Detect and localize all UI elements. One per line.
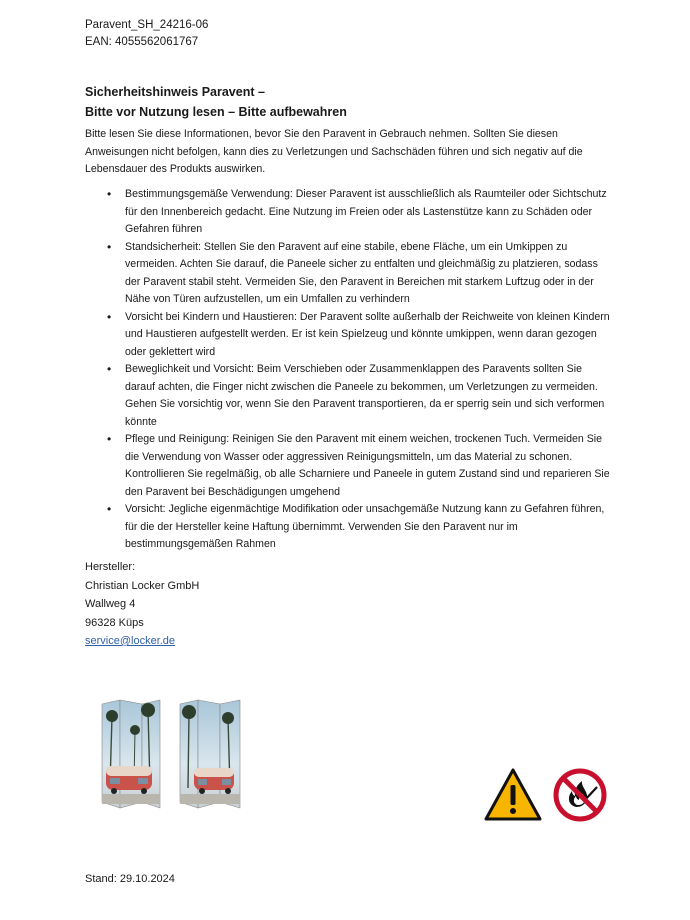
list-item: • Standsicherheit: Stellen Sie den Paravent auf eine stabile, ebene Fläche, um ein Umkippen zu vermeiden. Achten Sie darauf, die Paneele sicher zu entfalten und gleichmäßig zu platzieren, sodass der Paravent stabil steht. Vermeiden Sie, den Paravent in Bereichen mit starkem Luftzug oder in der Nähe von Türen aufzustellen, um ein Umfallen zu verhindern — [85, 239, 610, 309]
warning-triangle-icon — [486, 770, 540, 819]
list-item: • Vorsicht bei Kindern und Haustieren: Der Paravent sollte außerhalb der Reichweite von kleinen Kindern und Haustieren aufgestellt werden. Er ist kein Spielzeug und könnte umkippen, wenn daran gezogen oder geklettert wird — [85, 309, 610, 362]
document-header — [85, 17, 208, 51]
title-line-1: Sicherheitshinweis Paravent – — [85, 85, 265, 99]
safety-hints-list — [85, 186, 610, 554]
list-item: • Pflege und Reinigung: Reinigen Sie den Paravent mit einem weichen, trockenen Tuch. Vermeiden Sie die Verwendung von Wasser oder aggressiven Reinigungsmitteln, um das Material zu schonen. Kontrollieren Sie regelmäßig, ob alle Scharniere und Paneele in gutem Zustand sind und reparieren Sie den Paravent bei Beschädigungen umgehend — [85, 431, 610, 501]
safety-signs — [484, 767, 608, 825]
manufacturer-city: 96328 Küps — [85, 616, 144, 629]
manufacturer-street: Wallweg 4 — [85, 598, 136, 610]
manufacturer-block — [85, 558, 199, 651]
paravent-back-view — [180, 700, 240, 808]
list-item: • Beweglichkeit und Vorsicht: Beim Verschieben oder Zusammenklappen des Paravents sollten Sie darauf achten, die Finger nicht zwischen die Paneele zu bekommen, um Verletzungen zu vermeiden. Gehen Sie vorsichtig vor, wenn Sie den Paravent transportieren, da er sperrig sein und sich verformen könnte — [85, 361, 610, 431]
ean-number: EAN: 4055562061767 — [85, 36, 199, 48]
paravent-front-view — [102, 700, 160, 808]
intro-paragraph: Bitte lesen Sie diese Informationen, bevor Sie den Paravent in Gebrauch nehmen. Sollten Sie diesen Anweisungen nicht befolgen, kann dies zu Verletzungen und Sachschäden führen und sich negativ auf die Lebensdauer des Produkts auswirken. — [85, 128, 583, 175]
title-line-2: Bitte vor Nutzung lesen – Bitte aufbewahren — [85, 105, 347, 119]
list-item: • Bestimmungsgemäße Verwendung: Dieser Paravent ist ausschließlich als Raumteiler oder Sichtschutz für den Innenbereich gedacht. Eine Nutzung im Freien oder als Lastenstütze kann zu Schäden oder Gefahren führen — [85, 186, 610, 239]
manufacturer-email-link[interactable]: service@locker.de — [85, 635, 176, 647]
list-item: • Vorsicht: Jegliche eigenmächtige Modifikation oder unsachgemäße Nutzung kann zu Gefahren führen, für die der Hersteller keine Haftung übernimmt. Verwenden Sie den Paravent nur im bestimmungsgemäßen Rahmen — [85, 501, 610, 554]
document-date: Stand: 29.10.2024 — [85, 873, 175, 885]
document-title — [85, 82, 347, 122]
manufacturer-name: Christian Locker GmbH — [85, 579, 200, 592]
no-open-flame-icon — [556, 771, 604, 819]
manufacturer-label: Hersteller: — [85, 561, 136, 573]
article-number: Paravent_SH_24216-06 — [85, 19, 209, 31]
product-image-paravent — [98, 696, 248, 812]
